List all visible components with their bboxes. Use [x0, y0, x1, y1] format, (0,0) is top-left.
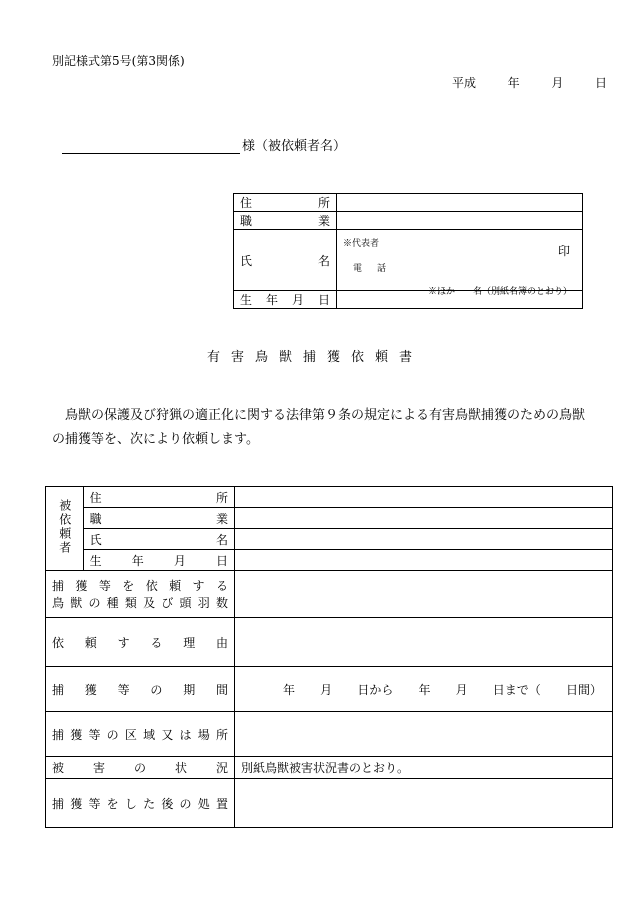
period-label: 捕 獲 等 の 期 間 — [46, 667, 235, 712]
period-days: 日間） — [565, 682, 602, 697]
applicant-occupation-label: 職 業 — [234, 212, 337, 230]
area-field[interactable] — [235, 712, 613, 757]
requestee-name-label: 氏 名 — [83, 529, 234, 550]
damage-field[interactable] — [235, 757, 613, 779]
period-start-day: 日から — [357, 682, 394, 697]
others-note: ※ほか 名（別紙名簿のとおり） — [427, 287, 572, 297]
period-end-month: 月 — [455, 682, 468, 697]
disposal-field[interactable] — [235, 779, 613, 828]
disposal-label: 捕 獲 等 を し た 後 の 処 置 — [46, 779, 235, 828]
area-label: 捕 獲 等 の 区 域 又 は 場 所 — [46, 712, 235, 757]
species-field[interactable] — [235, 571, 613, 618]
requestee-occupation-label: 職 業 — [83, 508, 234, 529]
period-field[interactable] — [235, 667, 613, 712]
reason-field[interactable] — [235, 618, 613, 667]
requestee-label: 被依頼者 — [46, 487, 84, 571]
representative-note: ※代表者 — [343, 239, 380, 249]
addressee-name-line[interactable] — [62, 141, 240, 154]
applicant-birth-label: 生 年 月 日 — [234, 291, 337, 309]
phone-label: 電 話 — [353, 264, 390, 274]
applicant-name-label: 氏 名 — [234, 230, 337, 291]
period-start-year: 年 — [283, 682, 296, 697]
request-table — [45, 486, 613, 828]
requestee-address-field[interactable] — [235, 487, 613, 508]
day-label: 日 — [595, 76, 608, 90]
month-label: 月 — [551, 76, 564, 90]
request-statement: 鳥獣の保護及び狩猟の適正化に関する法律第９条の規定による有害鳥獣捕獲のための鳥獣の捕獲等を、次により依頼します。 — [52, 408, 586, 447]
damage-value: 別紙鳥獣被害状況書のとおり。 — [241, 761, 410, 775]
form-number: 別記様式第5号(第3関係) — [52, 54, 185, 68]
addressee — [62, 135, 346, 154]
applicant-address-label: 住 所 — [234, 194, 337, 212]
period-end-day: 日まで（ — [492, 682, 541, 697]
damage-label: 被 害 の 状 況 — [46, 757, 235, 779]
year-label: 年 — [507, 76, 520, 90]
applicant-address-field[interactable] — [337, 194, 583, 212]
document-title: 有害鳥獣捕獲依頼書 — [206, 350, 423, 365]
requestee-birth-field[interactable] — [235, 550, 613, 571]
requestee-birth-label: 生 年 月 日 — [83, 550, 234, 571]
requestee-occupation-field[interactable] — [235, 508, 613, 529]
applicant-name-field[interactable] — [337, 230, 583, 297]
addressee-suffix: 様（被依頼者名） — [242, 139, 347, 154]
requestee-name-field[interactable] — [235, 529, 613, 550]
period-start-month: 月 — [320, 682, 333, 697]
applicant-table — [233, 193, 583, 309]
reason-label: 依 頼 す る 理 由 — [46, 618, 235, 667]
date-line — [452, 74, 607, 91]
era-label: 平成 — [452, 76, 477, 90]
applicant-occupation-field[interactable] — [337, 212, 583, 230]
requestee-address-label: 住 所 — [83, 487, 234, 508]
seal-mark: 印 — [557, 244, 570, 258]
species-label: 捕 獲 等 を 依 頼 す る 鳥 獣 の 種 類 及 び 頭 羽 数 — [46, 571, 235, 618]
period-end-year: 年 — [418, 682, 431, 697]
